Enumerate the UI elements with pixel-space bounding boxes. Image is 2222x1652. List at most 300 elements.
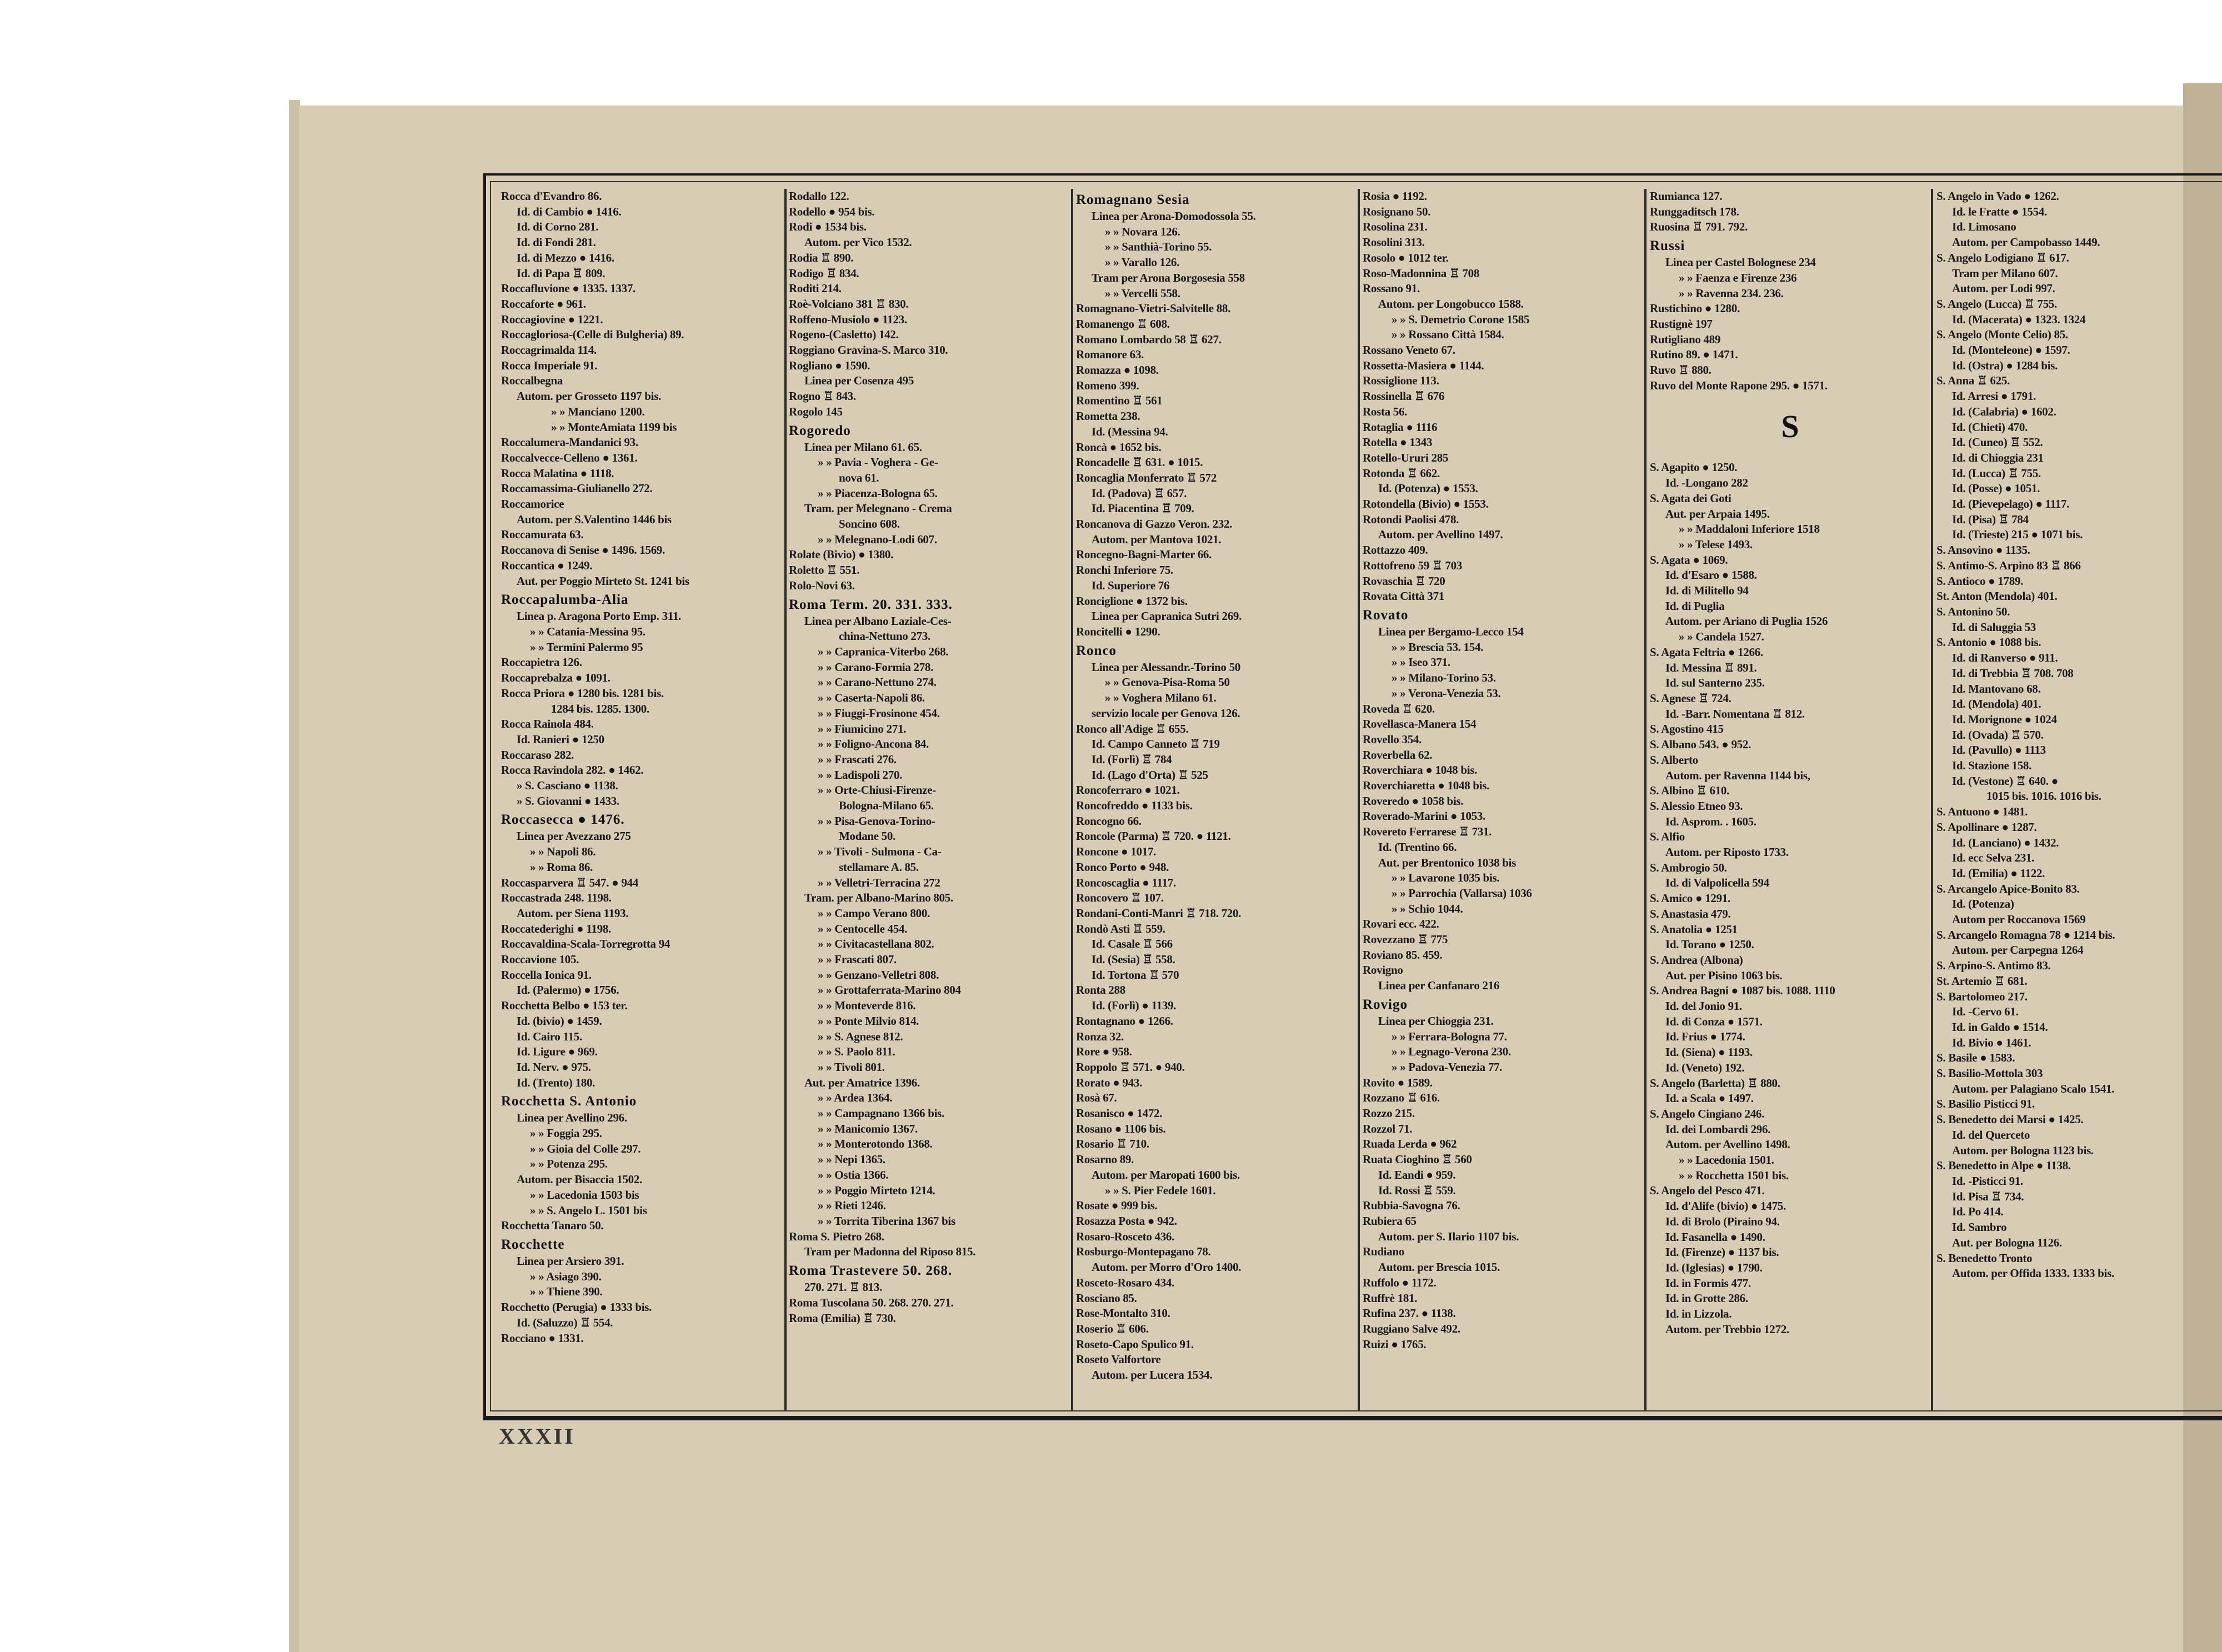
index-entry: S. Benedetto Tronto: [1936, 1251, 2033, 1265]
index-entry: Roccapietra 126.: [501, 655, 582, 669]
index-entry: Rosazza Posta ● 942.: [1076, 1214, 1177, 1228]
index-entry: S. Antonino 50.: [1936, 604, 2010, 618]
section-heading: Roccasecca ● 1476.: [501, 812, 625, 828]
index-entry: Rore ● 958.: [1076, 1045, 1132, 1059]
index-entry: Rutigliano 489: [1650, 332, 1721, 346]
index-entry: » » S. Paolo 811.: [818, 1045, 895, 1059]
index-entry: Roveda ♖ 620.: [1363, 702, 1435, 715]
section-heading: Roma Trastevere 50. 268.: [789, 1263, 953, 1279]
index-entry: » » Ardea 1364.: [818, 1091, 893, 1105]
index-entry: » » Rossano Città 1584.: [1392, 328, 1504, 342]
index-entry: Bologna-Milano 65.: [839, 799, 934, 813]
index-entry: » » Fiuggi-Frosinone 454.: [818, 706, 940, 720]
column-separator: [1931, 189, 1933, 1411]
index-entry: S. Andrea Bagni ● 1087 bis. 1088. 1110: [1650, 984, 1835, 998]
index-entry: S. Antioco ● 1789.: [1936, 574, 2024, 588]
index-entry: Id. (Padova) ♖ 657.: [1092, 486, 1187, 500]
index-entry: Id. (Posse) ● 1051.: [1952, 482, 2040, 495]
index-entry: Roccagiovine ● 1221.: [501, 312, 603, 326]
index-entry: S. Angelo Lodigiano ♖ 617.: [1936, 251, 2069, 264]
index-entry: Rovari ecc. 422.: [1363, 917, 1439, 931]
index-entry: Ruggiano Salve 492.: [1363, 1321, 1460, 1335]
index-entry: Romano Lombardo 58 ♖ 627.: [1076, 332, 1222, 346]
index-entry: Id. (Monteleone) ● 1597.: [1952, 343, 2070, 357]
index-entry: Autom. per Bisaccia 1502.: [517, 1173, 643, 1187]
index-entry: » » Poggio Mirteto 1214.: [818, 1183, 935, 1197]
index-entry: Id. Superiore 76: [1092, 578, 1170, 592]
index-entry: S. Basile ● 1583.: [1936, 1051, 2015, 1065]
index-entry: Roma (Emilia) ♖ 730.: [789, 1311, 896, 1325]
index-entry: Romagnano-Vietri-Salvitelle 88.: [1076, 302, 1231, 316]
index-entry: Rutino 89. ● 1471.: [1650, 348, 1738, 362]
index-entry: S. Angelo (Monte Celio) 85.: [1936, 328, 2068, 342]
index-entry: Ruizi ● 1765.: [1363, 1337, 1427, 1351]
index-entry: » » Lacedonia 1503 bis: [530, 1188, 639, 1202]
index-entry: Id. Asprom. . 1605.: [1665, 814, 1756, 828]
index-entry: Aut. per Arpaia 1495.: [1665, 507, 1770, 520]
index-entry: Ronchi Inferiore 75.: [1076, 563, 1174, 577]
index-entry: Id. Mantovano 68.: [1952, 682, 2041, 695]
index-entry: Ronciglione ● 1372 bis.: [1076, 594, 1188, 608]
index-entry: » » Potenza 295.: [530, 1157, 608, 1171]
index-entry: Ruffrè 181.: [1363, 1291, 1418, 1305]
index-entry: » » Campo Verano 800.: [818, 906, 930, 920]
index-entry: S. Arcangelo Romagna 78 ● 1214 bis.: [1936, 928, 2115, 942]
index-entry: Rovata Città 371: [1363, 589, 1444, 603]
index-entry: Id. le Fratte ● 1554.: [1952, 204, 2047, 218]
index-entry: Roserio ♖ 606.: [1076, 1321, 1149, 1335]
index-entry: S. Albino ♖ 610.: [1650, 784, 1729, 798]
index-entry: Roccastrada 248. 1198.: [501, 891, 612, 905]
index-entry: S. Antimo-S. Arpino 83 ♖ 866: [1936, 558, 2081, 572]
index-entry: Rogeno-(Casletto) 142.: [789, 328, 899, 342]
index-entry: Rotella ● 1343: [1363, 435, 1433, 449]
index-entry: » » Foligno-Ancona 84.: [818, 737, 929, 751]
index-entry: Tram per Madonna del Riposo 815.: [804, 1245, 976, 1259]
index-entry: china-Nettuno 273.: [839, 629, 930, 643]
index-entry: Autom. per Lucera 1534.: [1092, 1368, 1213, 1382]
index-column-1: [501, 189, 782, 1405]
index-entry: » » S. Angelo L. 1501 bis: [530, 1203, 647, 1217]
index-entry: Autom. per Maropati 1600 bis.: [1092, 1168, 1240, 1182]
index-entry: Id. Campo Canneto ♖ 719: [1092, 737, 1220, 751]
index-entry: Id. (Iglesias) ● 1790.: [1665, 1261, 1763, 1274]
index-entry: Aut. per Bologna 1126.: [1952, 1235, 2062, 1249]
index-entry: Rosolo ● 1012 ter.: [1363, 251, 1449, 264]
index-entry: S. Agata Feltria ● 1266.: [1650, 645, 1763, 659]
index-entry: Autom. per Campobasso 1449.: [1952, 236, 2100, 249]
index-entry: » » Frascati 807.: [818, 953, 897, 967]
index-entry: Autom. per Carpegna 1264: [1952, 943, 2084, 957]
index-entry: » » Lavarone 1035 bis.: [1392, 871, 1500, 885]
section-heading: Russi: [1650, 238, 1685, 254]
index-entry: S. Anna ♖ 625.: [1936, 374, 2010, 388]
index-entry: Rondani-Conti-Manri ♖ 718. 720.: [1076, 906, 1242, 920]
index-entry: Rotonda ♖ 662.: [1363, 466, 1440, 480]
index-entry: Linea p. Aragona Porto Emp. 311.: [517, 609, 682, 623]
index-entry: Id. (Macerata) ● 1323. 1324: [1952, 312, 2086, 326]
index-column-6: [1936, 189, 2217, 1405]
index-entry: Rocchetta Tanaro 50.: [501, 1219, 604, 1233]
index-entry: Id. di Ranverso ● 911.: [1952, 651, 2058, 665]
index-entry: Id. (Pievepelago) ● 1117.: [1952, 497, 2070, 511]
index-entry: Autom. per S. Ilario 1107 bis.: [1378, 1229, 1519, 1243]
index-entry: Rodi ● 1534 bis.: [789, 220, 867, 234]
index-entry: Autom. per Longobucco 1588.: [1378, 297, 1524, 311]
index-entry: » » Maddaloni Inferiore 1518: [1679, 522, 1820, 536]
index-entry: » » Faenza e Firenze 236: [1679, 271, 1797, 284]
index-entry: Autom. per Avellino 1497.: [1378, 528, 1503, 542]
index-entry: Ruvo del Monte Rapone 295. ● 1571.: [1650, 378, 1828, 392]
index-entry: Rocca d'Evandro 86.: [501, 189, 602, 203]
index-entry: Autom. per Offida 1333. 1333 bis.: [1952, 1266, 2114, 1280]
index-entry: » » Brescia 53. 154.: [1392, 640, 1484, 654]
index-entry: » » Iseo 371.: [1392, 655, 1450, 669]
index-entry: » » Velletri-Terracina 272: [818, 875, 940, 889]
index-entry: Autom. per Morro d'Oro 1400.: [1092, 1260, 1242, 1274]
index-entry: » » Pisa-Genova-Torino-: [818, 814, 935, 828]
index-entry: Id. Morignone ● 1024: [1952, 712, 2057, 726]
index-entry: Autom. per Ariano di Puglia 1526: [1665, 614, 1828, 628]
index-entry: Autom. per Palagiano Scalo 1541.: [1952, 1082, 2115, 1095]
index-entry: Autom per Roccanova 1569: [1952, 913, 2086, 927]
index-entry: Autom. per Vico 1532.: [804, 236, 912, 249]
index-entry: Id. in Lizzola.: [1665, 1307, 1732, 1321]
index-entry: Id. (Mendola) 401.: [1952, 697, 2041, 711]
index-entry: Roccantica ● 1249.: [501, 558, 593, 572]
index-entry: Id. (Emilia) ● 1122.: [1952, 866, 2045, 880]
index-entry: Roverbella 62.: [1363, 748, 1433, 762]
index-entry: » » Manciano 1200.: [551, 404, 645, 418]
index-entry: Rodallo 122.: [789, 189, 849, 203]
index-entry: Rotondi Paolisi 478.: [1363, 512, 1459, 526]
index-entry: Aut. per Pisino 1063 bis.: [1665, 968, 1783, 982]
index-entry: Roverchiaretta ● 1048 bis.: [1363, 779, 1490, 793]
section-letter: S: [1781, 408, 1799, 445]
index-entry: Id. (Potenza) ● 1553.: [1378, 482, 1478, 495]
index-entry: Id. (Lanciano) ● 1432.: [1952, 835, 2059, 849]
index-entry: Autom. per Lodi 997.: [1952, 282, 2055, 296]
index-entry: Rozzol 71.: [1363, 1122, 1413, 1135]
index-entry: S. Agnese ♖ 724.: [1650, 691, 1731, 705]
index-entry: » S. Casciano ● 1138.: [517, 779, 618, 793]
index-entry: Tram. per Melegnano - Crema: [804, 502, 952, 515]
index-entry: Id. d'Alife (bivio) ● 1475.: [1665, 1199, 1786, 1213]
index-entry: Id. (Lago d'Orta) ♖ 525: [1092, 768, 1208, 782]
index-entry: » » Centocelle 454.: [818, 922, 908, 935]
index-entry: S. Ambrogio 50.: [1650, 860, 1727, 874]
index-entry: Id. -Barr. Nomentana ♖ 812.: [1665, 707, 1805, 720]
index-entry: Aut. per Poggio Mirteto St. 1241 bis: [517, 574, 689, 588]
index-entry: Rotondella (Bivio) ● 1553.: [1363, 497, 1489, 511]
index-entry: Id. (Calabria) ● 1602.: [1952, 404, 2056, 418]
index-entry: Roncà ● 1652 bis.: [1076, 440, 1162, 454]
index-entry: Rudiano: [1363, 1245, 1404, 1259]
index-entry: Autom. per Bologna 1123 bis.: [1952, 1143, 2094, 1157]
index-entry: Rotello-Ururi 285: [1363, 450, 1449, 464]
index-entry: Linea per Canfanaro 216: [1378, 979, 1500, 993]
index-entry: Roccasparvera ♖ 547. ● 944: [501, 875, 639, 889]
index-entry: Roviano 85. 459.: [1363, 948, 1443, 962]
index-entry: Id. di Corno 281.: [517, 220, 599, 234]
index-entry: Roccalvecce-Celleno ● 1361.: [501, 450, 638, 464]
index-entry: Rovereto Ferrarese ♖ 731.: [1363, 825, 1492, 839]
index-entry: Roncoferraro ● 1021.: [1076, 783, 1180, 797]
index-entry: Id. sul Santerno 235.: [1665, 676, 1765, 690]
index-entry: S. Amico ● 1291.: [1650, 892, 1730, 905]
index-entry: Roseto-Capo Spulico 91.: [1076, 1337, 1194, 1351]
index-entry: S. Benedetto dei Marsi ● 1425.: [1936, 1113, 2084, 1127]
index-entry: Id. -Cervo 61.: [1952, 1005, 2019, 1019]
index-entry: Rubiera 65: [1363, 1214, 1417, 1228]
index-entry: Roccaraso 282.: [501, 748, 574, 762]
index-entry: » » Catania-Messina 95.: [530, 624, 645, 638]
index-entry: Rolo-Novi 63.: [789, 578, 855, 592]
index-entry: Rovellasca-Manera 154: [1363, 717, 1477, 731]
index-entry: Id. Torano ● 1250.: [1665, 938, 1754, 952]
index-entry: Id. Stazione 158.: [1952, 759, 2032, 773]
index-entry: Roncole (Parma) ♖ 720. ● 1121.: [1076, 829, 1231, 843]
index-entry: Rosceto-Rosaro 434.: [1076, 1275, 1175, 1289]
index-column-3: [1076, 189, 1357, 1405]
index-entry: Id. di Puglia: [1665, 599, 1725, 613]
index-entry: Roncone ● 1017.: [1076, 845, 1157, 859]
index-entry: » » Genzano-Velletri 808.: [818, 968, 939, 982]
index-entry: » » Rieti 1246.: [818, 1199, 886, 1213]
index-entry: S. Agata ● 1069.: [1650, 553, 1728, 567]
index-entry: Rocca Rainola 484.: [501, 717, 594, 731]
index-entry: 270. 271. ♖ 813.: [804, 1280, 883, 1294]
index-entry: » » Monterotondo 1368.: [818, 1137, 933, 1151]
page-number: XXXII: [499, 1424, 575, 1449]
index-entry: 1015 bis. 1016. 1016 bis.: [1986, 789, 2101, 803]
index-entry: Rodello ● 954 bis.: [789, 204, 875, 218]
index-entry: S. Antuono ● 1481.: [1936, 805, 2028, 819]
index-entry: Romanore 63.: [1076, 348, 1144, 362]
index-entry: Rodigo ♖ 834.: [789, 266, 859, 280]
index-entry: Id. di Militello 94: [1665, 584, 1749, 598]
index-entry: » » Genova-Pisa-Roma 50: [1105, 675, 1230, 689]
index-entry: Rubbia-Savogna 76.: [1363, 1199, 1460, 1213]
index-entry: Autom. per Grosseto 1197 bis.: [517, 389, 662, 403]
index-entry: S. Agapito ● 1250.: [1650, 460, 1738, 474]
index-entry: S. Anastasia 479.: [1650, 907, 1731, 920]
column-separator: [784, 189, 787, 1411]
index-entry: » » Caserta-Napoli 86.: [818, 691, 925, 705]
index-entry: Rustignè 197: [1650, 317, 1713, 331]
index-entry: Tram. per Albano-Marino 805.: [804, 891, 953, 905]
index-entry: » » Ponte Milvio 814.: [818, 1014, 919, 1028]
index-entry: » » Pavia - Voghera - Ge-: [818, 455, 938, 469]
index-entry: Roncofreddo ● 1133 bis.: [1076, 799, 1193, 813]
index-entry: » » Voghera Milano 61.: [1105, 691, 1217, 705]
index-entry: » » S. Demetrio Corone 1585: [1392, 312, 1530, 326]
index-entry: Rozzano ♖ 616.: [1363, 1091, 1440, 1105]
index-entry: Id. (Forlì) ● 1139.: [1092, 999, 1177, 1013]
index-entry: Roccaforte ● 961.: [501, 297, 586, 311]
index-entry: » » Civitacastellana 802.: [818, 937, 934, 951]
index-entry: Romeno 399.: [1076, 378, 1139, 392]
index-entry: Roma Tuscolana 50. 268. 270. 271.: [789, 1295, 954, 1309]
section-heading: Ronco: [1076, 643, 1117, 658]
index-entry: Rossiglione 113.: [1363, 374, 1439, 388]
index-entry: Id. di Mezzo ● 1416.: [517, 251, 614, 264]
index-entry: Id. (Ovada) ♖ 570.: [1952, 728, 2044, 742]
index-entry: Id. dei Lombardi 296.: [1665, 1122, 1771, 1136]
index-entry: nova 61.: [839, 470, 879, 484]
index-entry: » » Novara 126.: [1105, 224, 1180, 238]
index-column-5: [1650, 189, 1930, 1405]
index-entry: Id. di Brolo (Piraino 94.: [1665, 1214, 1780, 1228]
index-entry: » » Frascati 276.: [818, 752, 897, 766]
index-entry: Ruffolo ● 1172.: [1363, 1275, 1437, 1289]
section-heading: Roccapalumba-Alia: [501, 592, 629, 608]
index-entry: Rodia ♖ 890.: [789, 251, 854, 264]
index-entry: Roccella Ionica 91.: [501, 968, 592, 982]
index-entry: Rosia ● 1192.: [1363, 189, 1427, 203]
section-heading: Rovigo: [1363, 997, 1408, 1012]
index-entry: Ronco Porto ● 948.: [1076, 860, 1169, 874]
index-entry: Rosolini 313.: [1363, 236, 1425, 249]
index-entry: Id. Po 414.: [1952, 1205, 2004, 1219]
index-entry: » » Tivoli - Sulmona - Ca-: [818, 845, 942, 859]
index-entry: Ruata Cioghino ♖ 560: [1363, 1153, 1472, 1167]
index-entry: Roncadelle ♖ 631. ● 1015.: [1076, 455, 1203, 469]
index-entry: Rontagnano ● 1266.: [1076, 1014, 1173, 1028]
index-entry: Id. Bivio ● 1461.: [1952, 1035, 2031, 1049]
index-entry: Id. del Querceto: [1952, 1128, 2030, 1142]
index-entry: Roseto Valfortore: [1076, 1353, 1161, 1366]
index-entry: S. Angelo Cingiano 246.: [1650, 1107, 1765, 1120]
index-entry: Id. di Cambio ● 1416.: [517, 204, 622, 218]
index-entry: » » Fiumicino 271.: [818, 722, 907, 735]
column-separator: [1358, 189, 1360, 1411]
index-entry: Id. (Firenze) ● 1137 bis.: [1665, 1245, 1779, 1259]
index-entry: Roveredo ● 1058 bis.: [1363, 794, 1464, 808]
index-entry: Rosolina 231.: [1363, 220, 1428, 234]
index-entry: Linea per Cosenza 495: [804, 374, 914, 388]
index-entry: Id. Messina ♖ 891.: [1665, 660, 1757, 674]
index-entry: Id. (Ostra) ● 1284 bis.: [1952, 358, 2058, 372]
index-entry: Id. Cairo 115.: [517, 1029, 582, 1043]
index-entry: » » Manicomio 1367.: [818, 1122, 918, 1135]
index-entry: S. Arcangelo Apice-Bonito 83.: [1936, 882, 2080, 895]
index-entry: Rustichino ● 1280.: [1650, 302, 1740, 316]
index-entry: Soncino 608.: [839, 517, 900, 531]
index-entry: Id. a Scala ● 1497.: [1665, 1092, 1754, 1105]
index-entry: S. Antonio ● 1088 bis.: [1936, 635, 2041, 649]
index-entry: Roncaglia Monferrato ♖ 572: [1076, 470, 1217, 484]
index-entry: Id. Pisa ♖ 734.: [1952, 1189, 2024, 1203]
index-entry: Autom. per Trebbio 1272.: [1665, 1322, 1789, 1336]
index-entry: Autom. per Ravenna 1144 bis,: [1665, 768, 1810, 782]
column-separator: [1071, 189, 1073, 1411]
index-entry: S. Alberto: [1650, 753, 1698, 767]
index-entry: S. Benedetto in Alpe ● 1138.: [1936, 1159, 2071, 1173]
index-entry: Rocchetto (Perugia) ● 1333 bis.: [501, 1300, 652, 1314]
index-entry: Id. di Papa ♖ 809.: [517, 266, 605, 280]
index-entry: Rovaschia ♖ 720: [1363, 574, 1445, 588]
index-entry: Rosario ♖ 710.: [1076, 1137, 1149, 1151]
index-entry: » » Nepi 1365.: [818, 1153, 885, 1167]
index-entry: Rocca Priora ● 1280 bis. 1281 bis.: [501, 686, 664, 700]
index-entry: S. Alfio: [1650, 830, 1685, 844]
index-entry: Rotaglia ● 1116: [1363, 420, 1438, 434]
index-entry: » » S. Agnese 812.: [818, 1029, 903, 1043]
index-entry: Roccavaldina-Scala-Torregrotta 94: [501, 937, 670, 951]
index-entry: Aut. per Brentonico 1038 bis: [1378, 855, 1517, 869]
index-entry: Autom. per S.Valentino 1446 bis: [517, 512, 672, 526]
index-entry: Rorato ● 943.: [1076, 1075, 1143, 1089]
index-entry: Roncegno-Bagni-Marter 66.: [1076, 548, 1212, 562]
index-entry: Linea per Avezzano 275: [517, 829, 631, 843]
section-heading: Roma Term. 20. 331. 333.: [789, 597, 953, 612]
index-entry: » » Santhià-Torino 55.: [1105, 240, 1212, 254]
index-entry: Rossano Veneto 67.: [1363, 343, 1455, 357]
index-entry: Runggaditsch 178.: [1650, 204, 1739, 218]
section-heading: Rogoredo: [789, 423, 851, 438]
index-entry: Romentino ♖ 561: [1076, 394, 1163, 408]
index-entry: S. Ansovino ● 1135.: [1936, 543, 2030, 557]
index-entry: » » Piacenza-Bologna 65.: [818, 486, 938, 500]
index-entry: Id. -Pisticci 91.: [1952, 1174, 2023, 1188]
index-entry: Linea per Arsiero 391.: [517, 1254, 624, 1268]
index-entry: S. Alessio Etneo 93.: [1650, 799, 1743, 813]
index-entry: Id. (Sesia) ♖ 558.: [1092, 953, 1175, 967]
index-entry: Id. (Siena) ● 1193.: [1665, 1045, 1753, 1059]
index-entry: Rogno ♖ 843.: [789, 389, 856, 403]
index-entry: Autom. per Riposto 1733.: [1665, 845, 1789, 859]
index-entry: Id. (Palermo) ● 1756.: [517, 983, 619, 997]
index-entry: Roccalumera-Mandanici 93.: [501, 435, 638, 449]
index-entry: » » Verona-Venezia 53.: [1392, 686, 1501, 700]
index-entry: » » Napoli 86.: [530, 845, 596, 859]
index-entry: » » Varallo 126.: [1105, 256, 1180, 269]
index-entry: Linea per Bergamo-Lecco 154: [1378, 624, 1524, 638]
index-column-4: [1363, 189, 1643, 1405]
index-entry: Aut. per Amatrice 1396.: [804, 1075, 920, 1089]
index-entry: Rossano 91.: [1363, 282, 1420, 296]
section-heading: Rocchetta S. Antonio: [501, 1094, 637, 1109]
index-entry: » » Melegnano-Lodi 607.: [818, 532, 937, 546]
index-entry: Id. (Chieti) 470.: [1952, 420, 2028, 434]
index-entry: Roccaprebalza ● 1091.: [501, 671, 610, 685]
index-entry: Id. ecc Selva 231.: [1952, 851, 2034, 865]
index-entry: Roffeno-Musiolo ● 1123.: [789, 312, 907, 326]
index-entry: St. Artemio ♖ 681.: [1936, 974, 2028, 988]
index-entry: Id. (Lucca) ♖ 755.: [1952, 466, 2041, 480]
index-entry: Rosta 56.: [1363, 404, 1408, 418]
index-entry: » S. Giovanni ● 1433.: [517, 794, 619, 808]
index-entry: Id. di Valpolicella 594: [1665, 876, 1769, 890]
index-entry: » » Torrita Tiberina 1367 bis: [818, 1214, 955, 1228]
index-entry: » » Ferrara-Bologna 77.: [1392, 1029, 1507, 1043]
index-entry: Rovello 354.: [1363, 732, 1422, 746]
index-entry: Ruosina ♖ 791. 792.: [1650, 220, 1748, 234]
index-entry: Autom. per Siena 1193.: [517, 906, 629, 920]
section-heading: Rovato: [1363, 607, 1409, 623]
index-entry: » » S. Pier Fedele 1601.: [1105, 1183, 1216, 1197]
index-entry: Rondò Asti ♖ 559.: [1076, 922, 1165, 935]
index-entry: Id. Fasanella ● 1490.: [1665, 1230, 1765, 1244]
index-entry: Id. (Saluzzo) ♖ 554.: [517, 1315, 613, 1329]
index-entry: Id. Arresi ● 1791.: [1952, 389, 2036, 403]
index-entry: S. Anatolia ● 1251: [1650, 922, 1738, 936]
index-entry: Rosignano 50.: [1363, 204, 1431, 218]
index-entry: Rovito ● 1589.: [1363, 1075, 1433, 1089]
index-entry: Rossinella ♖ 676: [1363, 389, 1445, 403]
index-entry: servizio locale per Genova 126.: [1092, 706, 1240, 720]
